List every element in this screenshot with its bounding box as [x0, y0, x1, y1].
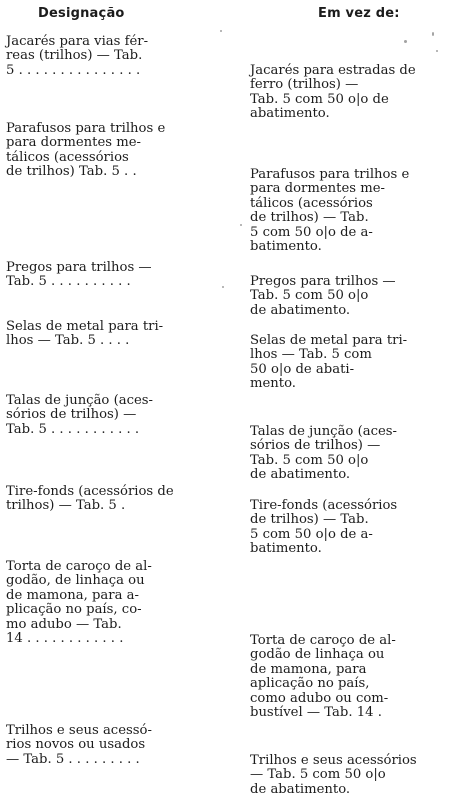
text-line: — Tab. 5 . . . . . . . . . — [6, 751, 140, 767]
row-1-designacao — [6, 35, 148, 78]
text-line: Tab. 5 com 50 o|o — [250, 452, 369, 468]
text-line: sórios de trilhos) — — [250, 438, 381, 454]
print-speck — [222, 286, 224, 288]
text-line: 5 com 50 o|o de a- — [250, 224, 373, 240]
row-4-designacao — [6, 320, 163, 349]
row-2-em-vez-de — [250, 168, 409, 254]
text-line: batimento. — [250, 541, 322, 557]
row-7-em-vez-de — [250, 634, 396, 720]
text-line: Torta de caroço de al- — [250, 633, 396, 648]
text-line: plicação no país, co- — [6, 602, 142, 618]
text-line: Parafusos para trilhos e — [6, 121, 166, 136]
text-line: abatimento. — [250, 106, 330, 122]
text-line: Tab. 5 . . . . . . . . . . . — [6, 421, 140, 437]
text-line: batimento. — [250, 239, 322, 255]
row-5-designacao — [6, 394, 153, 437]
text-line: Trilhos e seus acessó- — [6, 723, 152, 738]
row-7-designacao — [6, 560, 152, 646]
text-line: Jacarés para estradas de — [250, 63, 416, 78]
text-line: Tab. 5 com 50 o|o de — [250, 91, 389, 107]
text-line: godão de linhaça ou — [250, 647, 385, 663]
text-line: Talas de junção (aces- — [6, 393, 153, 408]
text-line: de abatimento. — [250, 781, 351, 797]
text-line: 5 . . . . . . . . . . . . . . . — [6, 62, 141, 78]
text-line: Talas de junção (aces- — [250, 424, 397, 439]
text-line: trilhos) — Tab. 5 . — [6, 498, 126, 514]
text-line: de abatimento. — [250, 467, 351, 483]
text-line: para dormentes me- — [6, 135, 141, 151]
text-line: lhos — Tab. 5 com — [250, 347, 372, 363]
text-line: mo adubo — Tab. — [6, 616, 122, 632]
text-line: sórios de trilhos) — — [6, 407, 137, 423]
text-line: — Tab. 5 com 50 o|o — [250, 767, 386, 783]
text-line: Tire-fonds (acessórios — [250, 498, 398, 513]
text-line: Tab. 5 . . . . . . . . . . — [6, 274, 131, 290]
text-line: bustível — Tab. 14 . — [250, 705, 382, 721]
print-speck — [432, 32, 434, 36]
text-line: godão, de linhaça ou — [6, 573, 145, 589]
text-line: de mamona, para a- — [6, 587, 139, 603]
print-speck — [404, 40, 407, 43]
text-line: 14 . . . . . . . . . . . . — [6, 631, 124, 647]
text-line: rios novos ou usados — [6, 737, 146, 753]
text-line: de mamona, para — [250, 661, 367, 677]
text-line: para dormentes me- — [250, 181, 385, 197]
text-line: de trilhos) — Tab. — [250, 512, 369, 528]
row-3-designacao — [6, 261, 152, 290]
text-line: como adubo ou com- — [250, 690, 389, 706]
text-line: Parafusos para trilhos e — [250, 167, 410, 182]
text-line: 5 com 50 o|o de a- — [250, 526, 373, 542]
row-1-em-vez-de — [250, 64, 416, 122]
text-line: de trilhos) — Tab. — [250, 210, 369, 226]
text-line: tálicos (acessórios — [250, 195, 373, 211]
text-line: Pregos para trilhos — — [6, 260, 152, 275]
header-em-vez-de: Em vez de: — [318, 6, 400, 21]
row-6-em-vez-de — [250, 499, 397, 557]
text-line: Tab. 5 com 50 o|o — [250, 288, 369, 304]
text-line: lhos — Tab. 5 . . . . — [6, 333, 130, 349]
print-speck — [436, 50, 438, 52]
print-speck — [240, 224, 242, 226]
row-2-designacao — [6, 122, 165, 180]
text-line: Torta de caroço de al- — [6, 559, 152, 574]
row-8-designacao — [6, 724, 152, 767]
text-line: de abatimento. — [250, 302, 351, 318]
row-5-em-vez-de — [250, 425, 397, 483]
text-line: ferro (trilhos) — — [250, 77, 359, 93]
print-speck — [220, 30, 222, 32]
text-line: mento. — [250, 376, 297, 392]
text-line: reas (trilhos) — Tab. — [6, 48, 143, 64]
text-line: aplicação no país, — [250, 676, 370, 692]
text-line: 50 o|o de abati- — [250, 361, 355, 377]
text-line: de trilhos) Tab. 5 . . — [6, 164, 137, 180]
text-line: tálicos (acessórios — [6, 149, 129, 165]
text-line: Tire-fonds (acessórios de — [6, 484, 174, 499]
row-3-em-vez-de — [250, 275, 396, 318]
row-4-em-vez-de — [250, 334, 407, 392]
row-8-em-vez-de — [250, 754, 417, 797]
header-designacao: Designação — [38, 6, 125, 21]
text-line: Selas de metal para tri- — [250, 333, 408, 348]
text-line: Trilhos e seus acessórios — [250, 753, 417, 768]
text-line: Selas de metal para tri- — [6, 319, 164, 334]
row-6-designacao — [6, 485, 174, 514]
text-line: Pregos para trilhos — — [250, 274, 396, 289]
text-line: Jacarés para vias fér- — [6, 34, 149, 49]
